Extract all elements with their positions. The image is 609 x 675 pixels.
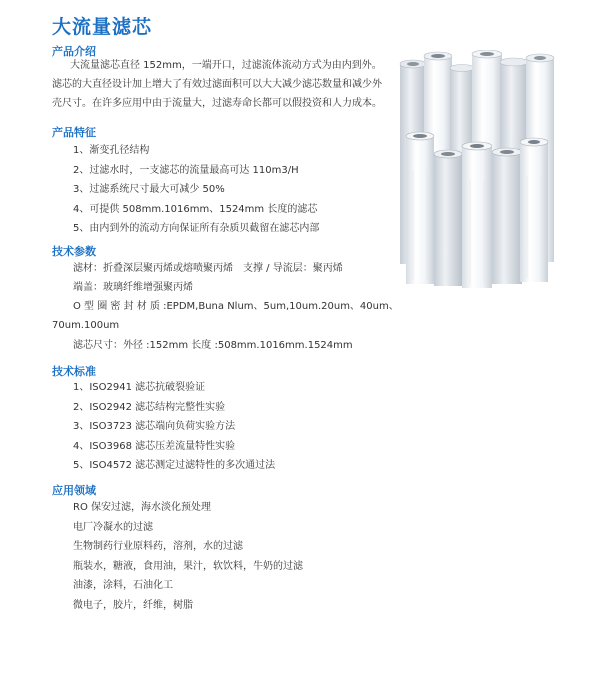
application-item-5: 油漆，涂料，石油化工 (73, 580, 173, 592)
intro-line-2: 滤芯的大直径设计加上增大了有效过滤面积可以大大减少滤芯数量和减少外 (52, 79, 382, 90)
section-heading-intro: 产品介绍 (52, 45, 96, 58)
spec-line-endcap: 端盖：玻璃纤维增强聚丙烯 (73, 282, 193, 293)
application-item-4: 瓶装水，糖液，食用油，果汁，软饮料，牛奶的过滤 (73, 560, 303, 572)
features-list (73, 144, 319, 242)
intro-line-1: 大流量滤芯直径 152mm，一端开口，过滤流体流动方式为由内到外。 (70, 60, 382, 71)
section-heading-standards: 技术标准 (52, 365, 96, 378)
spec-line-oring-cont: 70um.100um (52, 320, 120, 331)
intro-line-3: 壳尺寸。在许多应用中由于流量大，过滤寿命长都可以假投资和人力成本。 (52, 98, 382, 109)
feature-item-5: 5、由内到外的流动方向保证所有杂质贝截留在滤芯内部 (73, 223, 320, 235)
feature-item-2: 2、过滤水时，一支滤芯的流量最高可达 110m3/H (73, 164, 299, 176)
standard-item-5: 5、ISO4572 滤芯测定过滤特性的多次通过法 (73, 460, 276, 472)
spec-line-oring: O 型 圈 密 封 材 质 :EPDM,Buna Nlum、5um,10um.20um、40um、 (73, 301, 399, 312)
spec-line-size: 滤芯尺寸：外径 :152mm 长度 :508mm.1016mm.1524mm (73, 340, 353, 351)
section-heading-applications: 应用领域 (52, 484, 96, 497)
page-title: 大流量滤芯 (52, 16, 153, 38)
application-item-6: 微电子，胶片，纤维，树脂 (73, 599, 193, 611)
standard-item-1: 1、ISO2941 滤芯抗破裂验证 (73, 382, 206, 393)
spec-line-material: 滤材：折叠深层聚丙烯或熔喷聚丙烯 支撑 / 导流层：聚丙烯 (73, 263, 343, 274)
cartridge-front-row (406, 132, 548, 288)
feature-item-4: 4、可提供 508mm.1016mm、1524mm 长度的滤芯 (73, 203, 318, 215)
intro-paragraph (52, 56, 402, 113)
applications-list (73, 501, 303, 619)
standard-item-2: 2、ISO2942 滤芯结构完整性实验 (73, 401, 226, 413)
section-heading-specs: 技术参数 (52, 245, 96, 258)
section-heading-features: 产品特征 (52, 126, 96, 139)
feature-item-3: 3、过滤系统尺寸最大可减少 50% (73, 184, 225, 196)
application-item-3: 生物制药行业原料药，溶剂，水的过滤 (73, 541, 243, 553)
feature-item-1: 1、渐变孔径结构 (73, 145, 150, 156)
standard-item-3: 3、ISO3723 滤芯端向负荷实验方法 (73, 421, 236, 433)
application-item-1: RO 保安过滤，海水淡化预处理 (73, 502, 211, 513)
standard-item-4: 4、ISO3968 滤芯压差流量特性实验 (73, 440, 236, 452)
filter-cartridges-photo (398, 50, 558, 290)
application-item-2: 电厂冷凝水的过滤 (73, 521, 153, 533)
standards-list (73, 381, 275, 479)
